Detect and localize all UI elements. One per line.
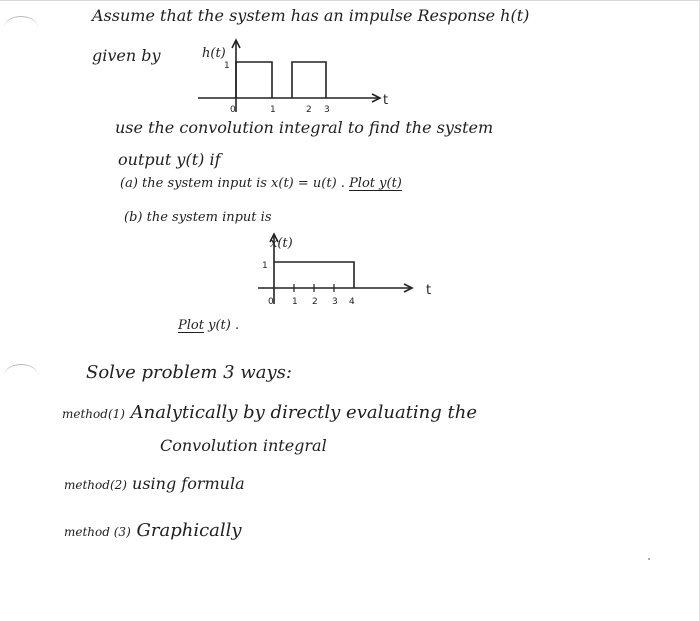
problem-line-1: Assume that the system has an impulse Response h(t) xyxy=(92,6,530,25)
x-function-label: x(t) xyxy=(270,236,293,251)
part-a-line xyxy=(120,176,402,191)
x-y-tick-label: 1 xyxy=(262,261,268,271)
part-a-plot-instruction: Plot y(t) xyxy=(349,176,402,191)
part-b-plot-line xyxy=(178,318,239,333)
method-1-label: method(1) xyxy=(62,407,125,421)
method-1-text: Analytically by directly evaluating the xyxy=(130,402,477,423)
method-2-label: method(2) xyxy=(64,478,127,492)
part-b-plot-rest: y(t) . xyxy=(208,318,240,333)
solve-heading: Solve problem 3 ways: xyxy=(86,362,292,383)
h-x-tick-3: 3 xyxy=(324,105,330,115)
margin-arc-mark-middle xyxy=(4,364,38,387)
method-3-label: method (3) xyxy=(64,525,131,539)
h-pulse-1 xyxy=(236,62,272,98)
x-x-origin-label: 0 xyxy=(268,297,274,307)
x-x-tick-2: 2 xyxy=(312,297,318,307)
x-x-tick-1: 1 xyxy=(292,297,298,307)
method-3-text: Graphically xyxy=(136,520,242,541)
h-axis-variable: t xyxy=(383,93,389,108)
h-function-label: h(t) xyxy=(202,46,226,61)
x-axis-variable: t xyxy=(426,283,432,298)
method-2-line xyxy=(64,474,245,493)
h-y-tick-label: 1 xyxy=(224,61,230,71)
part-a-text: (a) the system input is x(t) = u(t) . xyxy=(120,176,345,191)
h-x-tick-1: 1 xyxy=(270,105,276,115)
problem-line-2: given by xyxy=(92,46,161,65)
x-x-tick-3: 3 xyxy=(332,297,338,307)
margin-arc-mark-top xyxy=(4,16,38,39)
method-1-line xyxy=(62,402,477,423)
h-x-tick-2: 2 xyxy=(306,105,312,115)
stray-dot xyxy=(648,558,650,560)
method-1-continuation: Convolution integral xyxy=(160,436,327,455)
method-2-text: using formula xyxy=(132,474,245,493)
page-top-border xyxy=(0,0,700,1)
problem-line-4: output y(t) if xyxy=(118,150,221,169)
problem-line-3: use the convolution integral to find the system xyxy=(115,118,494,137)
part-b-line: (b) the system input is xyxy=(124,210,272,225)
part-b-plot-word: Plot xyxy=(178,318,204,333)
impulse-response-plot xyxy=(190,38,390,120)
method-3-line xyxy=(64,520,242,541)
h-x-origin-label: 0 xyxy=(230,105,236,115)
x-x-tick-4: 4 xyxy=(349,297,355,307)
h-pulse-2 xyxy=(292,62,326,98)
